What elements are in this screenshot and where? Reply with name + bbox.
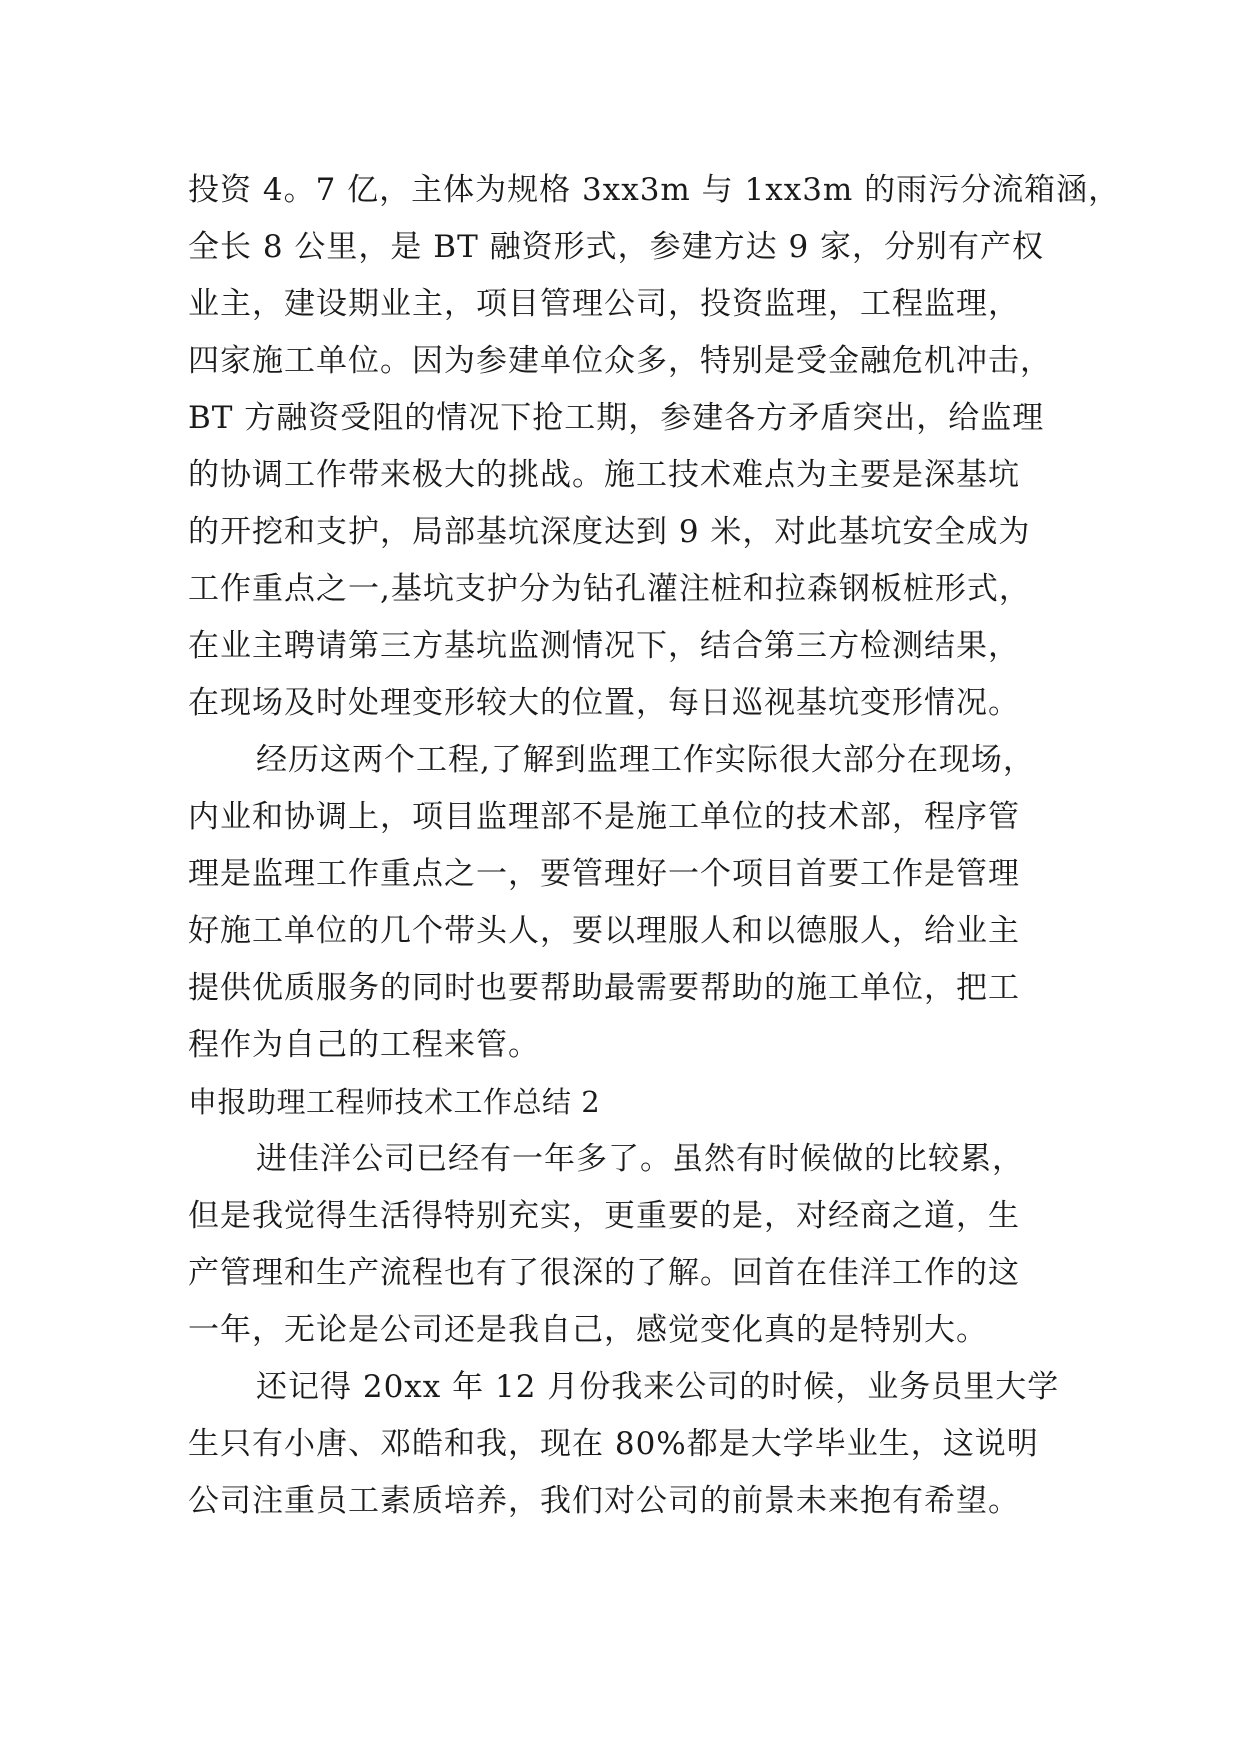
- paragraph-line: 进佳洋公司已经有一年多了。虽然有时候做的比较累，: [256, 1141, 1024, 1177]
- paragraph-line: 理是监理工作重点之一，要管理好一个项目首要工作是管理: [188, 856, 1020, 892]
- paragraph-line: 好施工单位的几个带头人，要以理服人和以德服人，给业主: [188, 913, 1020, 949]
- paragraph-line: 的协调工作带来极大的挑战。施工技术难点为主要是深基坑: [188, 457, 1020, 493]
- paragraph-line: BT 方融资受阻的情况下抢工期，参建各方矛盾突出，给监理: [188, 400, 1045, 436]
- paragraph-4: [188, 1359, 1068, 1530]
- paragraph-line: 工作重点之一,基坑支护分为钻孔灌注桩和拉森钢板桩形式，: [188, 571, 1031, 607]
- paragraph-line: 在业主聘请第三方基坑监测情况下，结合第三方检测结果，: [188, 628, 1020, 664]
- document-body: [188, 162, 1121, 1530]
- paragraph-2: [188, 732, 1068, 1074]
- section-heading: 申报助理工程师技术工作总结 2: [188, 1085, 601, 1119]
- paragraph-line: 的开挖和支护，局部基坑深度达到 9 米，对此基坑安全成为: [188, 514, 1031, 550]
- paragraph-line: 经历这两个工程,了解到监理工作实际很大部分在现场，: [256, 742, 1035, 778]
- paragraph-line: 在现场及时处理变形较大的位置，每日巡视基坑变形情况。: [188, 685, 1020, 721]
- paragraph-3: [188, 1131, 1068, 1359]
- paragraph-1: [188, 162, 1121, 732]
- paragraph-line: 业主，建设期业主，项目管理公司，投资监理，工程监理，: [188, 286, 1020, 322]
- paragraph-line: 生只有小唐、邓皓和我，现在 80%都是大学毕业生，这说明: [188, 1426, 1039, 1462]
- paragraph-line: 提供优质服务的同时也要帮助最需要帮助的施工单位，把工: [188, 970, 1020, 1006]
- paragraph-line: 程作为自己的工程来管。: [188, 1027, 540, 1063]
- paragraph-line: 内业和协调上，项目监理部不是施工单位的技术部，程序管: [188, 799, 1020, 835]
- paragraph-line: 四家施工单位。因为参建单位众多，特别是受金融危机冲击，: [188, 343, 1052, 379]
- paragraph-line: 公司注重员工素质培养，我们对公司的前景未来抱有希望。: [188, 1483, 1020, 1519]
- paragraph-line: 投资 4。7 亿，主体为规格 3xx3m 与 1xx3m 的雨污分流箱涵，: [188, 172, 1121, 208]
- paragraph-line: 但是我觉得生活得特别充实，更重要的是，对经商之道，生: [188, 1198, 1020, 1234]
- paragraph-line: 一年，无论是公司还是我自己，感觉变化真的是特别大。: [188, 1312, 988, 1348]
- paragraph-line: 产管理和生产流程也有了很深的了解。回首在佳洋工作的这: [188, 1255, 1020, 1291]
- paragraph-line: 还记得 20xx 年 12 月份我来公司的时候，业务员里大学: [256, 1369, 1060, 1405]
- paragraph-line: 全长 8 公里，是 BT 融资形式，参建方达 9 家，分别有产权: [188, 229, 1045, 265]
